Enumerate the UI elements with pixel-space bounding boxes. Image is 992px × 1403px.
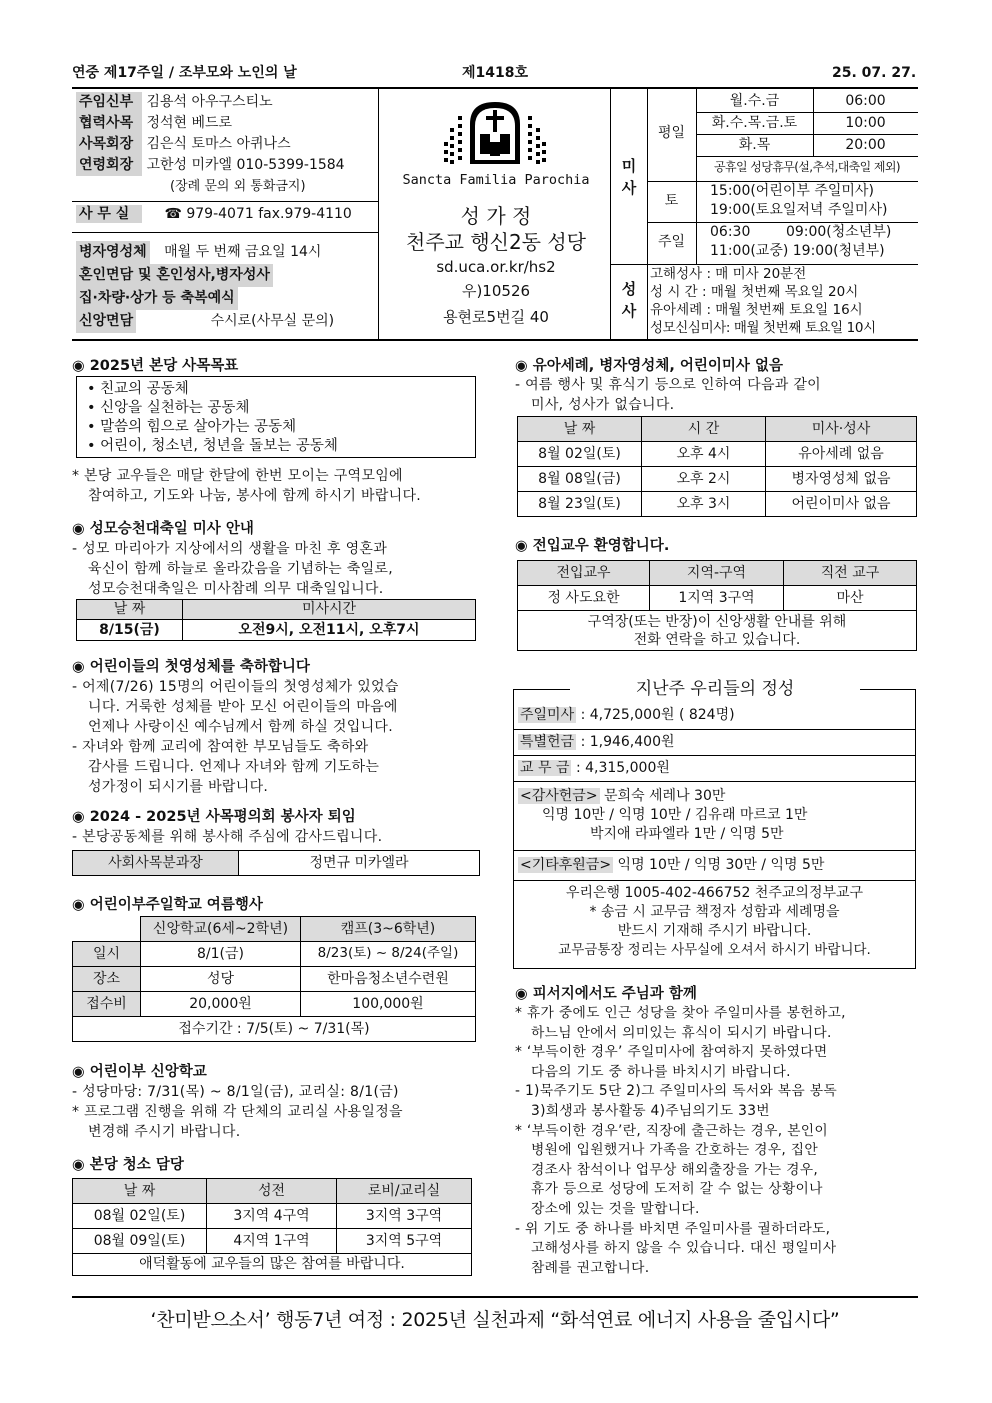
text-line: 고해성사를 하지 않을 수 있습니다. 대신 평일미사: [531, 1240, 837, 1257]
church-logo: [440, 98, 550, 166]
weekday-days-1: 월.수.금: [729, 93, 780, 109]
newcomer-table: [517, 560, 917, 651]
text-line: - 여름 행사 및 휴식기 등으로 인하여 다음과 같이: [515, 377, 822, 393]
table-cell: 20,000원: [141, 992, 301, 1017]
text-line: - 자녀와 함께 교리에 참여한 부모님들도 축하와: [72, 739, 369, 755]
text-line: 감사를 드립니다. 언제나 자녀와 함께 기도하는: [88, 759, 380, 775]
table-cell: 오후 3시: [642, 492, 766, 517]
sacrament-schedule: [650, 265, 876, 337]
sunday-line-2: 11:00(교중) 19:00(청년부): [710, 243, 885, 259]
sunday-line-1: 06:30 09:00(청소년부): [710, 224, 892, 240]
bank-line: 교무금통장 정리는 사무실에 오셔서 하시기 바랍니다.: [558, 942, 871, 958]
info-row-president: [76, 134, 374, 155]
table-cell: [518, 611, 917, 651]
text-line: * ‘부득이한 경우’란, 직장에 출근하는 경우, 본인이: [515, 1122, 828, 1139]
council-text: - 본당공동체를 위해 봉사해 주심에 감사드립니다.: [72, 829, 383, 845]
faith-school-title: ◉ 어린이부 신앙학교: [72, 1063, 207, 1082]
info-label: 집·차량·상가 등 축복예식: [76, 287, 238, 310]
bank-line: 우리은행 1005-402-466752 천주교의정부교구: [565, 885, 864, 901]
assumption-text: [72, 539, 393, 599]
table-cell: 3지역 5구역: [337, 1229, 472, 1254]
goals-box: [76, 376, 476, 458]
text-line: - 성당마당: 7/31(목) ~ 8/1일(금), 교리실: 8/1(금): [72, 1084, 399, 1100]
goal-item: • 말씀의 힘으로 살아가는 공동체: [87, 419, 297, 435]
offering-value: : 4,725,000원 ( 824명): [580, 707, 735, 723]
info-value: 수시로(사무실 문의): [210, 313, 335, 329]
table-cell: 장소: [73, 967, 141, 992]
table-cell: 유아세례 없음: [766, 442, 917, 467]
bank-line: 반드시 기재해 주시기 바랍니다.: [617, 923, 812, 939]
weekday-time-1: 06:00: [845, 93, 886, 109]
info-label: 사목회장: [76, 134, 142, 155]
weekday-time-3: 20:00: [845, 137, 886, 153]
table-cell: 3지역 3구역: [337, 1204, 472, 1229]
info-label: 주임신부: [76, 92, 142, 113]
table-cell: 오후 4시: [642, 442, 766, 467]
text-line: 미사, 성사가 없습니다.: [531, 397, 675, 413]
offering-value: 익명 10만 / 익명 10만 / 김유래 마르코 1만: [542, 807, 808, 823]
church-fullname: 천주교 행신2동 성당: [406, 230, 586, 254]
text-line: - 위 기도 중 하나를 바치면 주일미사를 궐하더라도,: [515, 1220, 831, 1237]
saturday-line-2: 19:00(토요일저녁 주일미사): [710, 202, 888, 218]
table-cell: 8월 23일(토): [518, 492, 642, 517]
offering-churchdue: [518, 759, 670, 777]
church-zip: 우)10526: [461, 282, 531, 300]
weekday-days-3: 화.목: [738, 137, 771, 153]
text-line: 언제나 사랑이신 예수님께서 함께 하실 것입니다.: [88, 719, 393, 735]
table-header: 날 짜: [518, 417, 642, 442]
vacation-text: [515, 1004, 846, 1278]
text-line: 육신이 함께 하늘로 올라갔음을 기념하는 축일로,: [88, 561, 393, 577]
office-row: [76, 205, 352, 223]
holiday-note: 공휴일 성당휴무(설,추석,대축일 제외): [714, 160, 900, 174]
summer-title: ◉ 어린이부주일학교 여름행사: [72, 896, 263, 915]
no-mass-title: ◉ 유아세례, 병자영성체, 어린이미사 없음: [515, 357, 783, 376]
table-header: 직전 교구: [784, 561, 917, 586]
table-header: 시 간: [642, 417, 766, 442]
no-mass-table: [517, 416, 917, 517]
table-cell: 사회사목분과장: [73, 851, 239, 876]
table-cell: 병자영성체 없음: [766, 467, 917, 492]
info-row-funeral: [76, 155, 374, 176]
vacation-title: ◉ 피서지에서도 주님과 함께: [515, 985, 697, 1004]
offering-special: [518, 733, 675, 751]
bank-line: * 송금 시 교무금 책정자 성함과 세례명을: [589, 904, 840, 920]
assumption-table: [76, 599, 476, 641]
saturday-line-1: 15:00(어린이부 주일미사): [710, 183, 874, 199]
cleaning-title: ◉ 본당 청소 담당: [72, 1156, 184, 1175]
issue-number: 제1418호: [462, 65, 529, 81]
text-line: * 휴가 중에도 인근 성당을 찾아 주일미사를 봉헌하고,: [515, 1005, 846, 1021]
info-row-assistant: [76, 113, 374, 134]
weekday-days-2: 화.수.목.금.토: [711, 115, 798, 131]
table-cell: 접수기간 : 7/5(토) ~ 7/31(목): [73, 1017, 476, 1042]
communion-text: [72, 677, 399, 797]
table-header: 성전: [207, 1179, 337, 1204]
goals-note: [72, 466, 421, 506]
text-line: 휴가 등으로 성당에 도저히 갈 수 없는 상황이나: [531, 1181, 823, 1198]
office-label: 사 무 실: [76, 205, 142, 223]
summer-table: [72, 916, 476, 1042]
weekday-label: 평일: [657, 125, 686, 141]
table-cell: 3지역 4구역: [207, 1204, 337, 1229]
text-line: 다음의 기도 중 하나를 바치시기 바랍니다.: [531, 1063, 791, 1080]
table-cell: 8/23(토) ~ 8/24(주일): [301, 942, 476, 967]
offering-value: 박지애 라파엘라 1만 / 익명 5만: [590, 826, 784, 842]
note-line: 참여하고, 기도와 나눔, 봉사에 함께 하시기 바랍니다.: [88, 488, 422, 504]
text-line: 변경해 주시기 바랍니다.: [88, 1124, 241, 1140]
table-header: 캠프(3~6학년): [301, 917, 476, 942]
newcomer-title: ◉ 전입교우 환영합니다.: [515, 537, 669, 556]
table-cell: 1지역 3구역: [650, 586, 784, 611]
faith-school-text: [72, 1082, 403, 1142]
text-line: - 1)묵주기도 5단 2)그 주일미사의 독서와 복음 봉독: [515, 1083, 837, 1100]
table-cell: 성당: [141, 967, 301, 992]
no-mass-text: [515, 375, 821, 415]
text-line: * 프로그램 진행을 위해 각 단체의 교리실 사용일정을: [72, 1104, 403, 1120]
sacrament-line: 성 시 간 : 매월 첫번째 목요일 20시: [650, 284, 859, 300]
text-line: 경조사 참석이나 업무상 해외출장을 가는 경우,: [531, 1161, 819, 1178]
table-cell: 애덕활동에 교우들의 많은 참여를 바랍니다.: [73, 1254, 472, 1276]
staff-info: [76, 92, 374, 197]
office-value: ☎ 979-4071 fax.979-4110: [164, 206, 352, 222]
table-cell: 한마음청소년수련원: [301, 967, 476, 992]
table-header: 전입교우: [518, 561, 650, 586]
info-value: 고한성 미카엘 010-5399-1584: [146, 157, 345, 173]
sacrament-line: 성모신심미사: 매월 첫번째 토요일 10시: [650, 320, 876, 336]
info-value: 김용석 아우구스티노: [146, 94, 273, 110]
sacrament-side-label: 성 사: [621, 280, 637, 320]
info-label: 협력사목: [76, 113, 142, 134]
sunday-label: 주일: [657, 234, 686, 250]
offering-label: 특별헌금: [520, 734, 575, 750]
table-header: 로비/교리실: [337, 1179, 472, 1204]
offering-thanks: [518, 787, 913, 844]
note-line: 전화 연락을 하고 있습니다.: [633, 631, 801, 648]
info-value: 매월 두 번째 금요일 14시: [164, 244, 322, 260]
offering-label: 주일미사: [520, 707, 575, 723]
offering-value: 익명 10만 / 익명 30만 / 익명 5만: [617, 857, 825, 873]
table-header: 지역-구역: [650, 561, 784, 586]
text-line: 3)희생과 봉사활동 4)주님의기도 33번: [531, 1102, 770, 1119]
sacrament-line: 고해성사 : 매 미사 20분전: [650, 266, 807, 282]
text-line: 참례를 권고합니다.: [531, 1259, 650, 1276]
text-line: 성모승천대축일은 미사참례 의무 대축일입니다.: [88, 581, 384, 597]
assumption-title: ◉ 성모승천대축일 미사 안내: [72, 520, 254, 539]
table-cell: 마산: [784, 586, 917, 611]
holy-family-logo-icon: [440, 98, 550, 166]
text-line: 성가정이 되시기를 바랍니다.: [88, 779, 269, 795]
table-header: 신앙학교(6세~2학년): [141, 917, 301, 942]
text-line: * ‘부득이한 경우’ 주일미사에 참여하지 못하였다면: [515, 1044, 828, 1061]
info-value: 김은식 토마스 아퀴나스: [146, 136, 291, 152]
table-cell: 08월 02일(토): [73, 1204, 207, 1229]
table-cell: 정면규 미카엘라: [239, 851, 480, 876]
table-cell: 8월 02일(토): [518, 442, 642, 467]
issue-date: 25. 07. 27.: [832, 65, 917, 81]
goal-item: • 신앙을 실천하는 공동체: [87, 400, 250, 416]
church-address: 용현로5번길 40: [443, 308, 549, 326]
mass-side-label: 미 사: [621, 157, 637, 197]
table-cell: 오전9시, 오전11시, 오후7시: [183, 620, 476, 641]
info-row-priest: [76, 92, 374, 113]
info-label: 연령회장: [76, 155, 142, 176]
note-line: * 본당 교우들은 매달 한달에 한번 모이는 구역모임에: [72, 468, 403, 484]
saturday-label: 토: [664, 193, 679, 209]
text-line: 니다. 거룩한 성체를 받아 모신 어린이들의 마음에: [88, 699, 398, 715]
text-line: 장소에 있는 것을 말합니다.: [531, 1200, 700, 1217]
weekday-time-2: 10:00: [845, 115, 886, 131]
table-header: 날 짜: [73, 1179, 207, 1204]
church-name: 성 가 정: [460, 204, 532, 228]
funeral-note: (장례 문의 외 통화금지): [170, 179, 306, 194]
text-line: 하느님 안에서 의미있는 휴식이 되시기 바랍니다.: [531, 1024, 832, 1041]
info-label: 병자영성체: [76, 241, 150, 264]
church-latin-name: Sancta Familia Parochia: [402, 172, 590, 188]
church-url-link[interactable]: sd.uca.or.kr/hs2: [436, 258, 556, 276]
council-table: [72, 850, 480, 876]
table-header: 날 짜: [77, 600, 183, 620]
offering-other: [518, 856, 824, 874]
table-cell: 정 사도요한: [518, 586, 650, 611]
table-cell: 08월 09일(토): [73, 1229, 207, 1254]
note-line: 구역장(또는 반장)이 신앙생활 안내를 위해: [587, 613, 847, 630]
info-label: 신앙면담: [76, 310, 136, 333]
table-header: 미사·성사: [766, 417, 917, 442]
empty-cell: [73, 917, 141, 942]
table-cell: 8/1(금): [141, 942, 301, 967]
text-line: - 어제(7/26) 15명의 어린이들의 첫영성체가 있었습: [72, 679, 399, 695]
offering-sunday: [518, 706, 735, 724]
sacrament-info: [76, 241, 374, 333]
text-line: - 성모 마리아가 지상에서의 생활을 마친 후 영혼과: [72, 541, 388, 557]
info-label: 혼인면담 및 혼인성사,병자성사: [76, 264, 273, 287]
offering-title: 지난주 우리들의 정성: [570, 678, 860, 700]
table-cell: 접수비: [73, 992, 141, 1017]
goal-item: • 어린이, 청소년, 청년을 돌보는 공동체: [87, 438, 338, 454]
council-title: ◉ 2024 - 2025년 사목평의회 봉사자 퇴임: [72, 808, 356, 827]
offering-label: <기타후원금>: [520, 857, 612, 873]
footer-slogan: ‘찬미받으소서’ 행동7년 여정 : 2025년 실천과제 “화석연료 에너지 사용을 줄입시다”: [150, 1309, 840, 1331]
table-cell: 오후 2시: [642, 467, 766, 492]
table-cell: 8/15(금): [77, 620, 183, 641]
text-line: 병원에 입원했거나 가족을 간호하는 경우, 집안: [531, 1142, 819, 1159]
cleaning-table: [72, 1178, 472, 1276]
info-value: 정석현 베드로: [146, 115, 233, 131]
goal-item: • 친교의 공동체: [87, 381, 189, 397]
communion-title: ◉ 어린이들의 첫영성체를 축하합니다: [72, 658, 310, 677]
offering-label: 교 무 금: [520, 760, 570, 776]
offering-bank: [513, 884, 916, 960]
offering-label: <감사헌금>: [520, 788, 598, 804]
header-title: 연중 제17주일 / 조부모와 노인의 날: [72, 65, 297, 81]
offering-value: 문희숙 세레나 30만: [604, 788, 726, 804]
table-cell: 4지역 1구역: [207, 1229, 337, 1254]
sacrament-line: 유아세례 : 매월 첫번째 토요일 16시: [650, 302, 863, 318]
table-cell: 어린이미사 없음: [766, 492, 917, 517]
table-header: 미사시간: [183, 600, 476, 620]
table-cell: 8월 08일(금): [518, 467, 642, 492]
table-cell: 일시: [73, 942, 141, 967]
goals-title: ◉ 2025년 본당 사목목표: [72, 357, 238, 376]
table-cell: 100,000원: [301, 992, 476, 1017]
offering-value: : 4,315,000원: [575, 760, 670, 776]
offering-value: : 1,946,400원: [580, 734, 675, 750]
